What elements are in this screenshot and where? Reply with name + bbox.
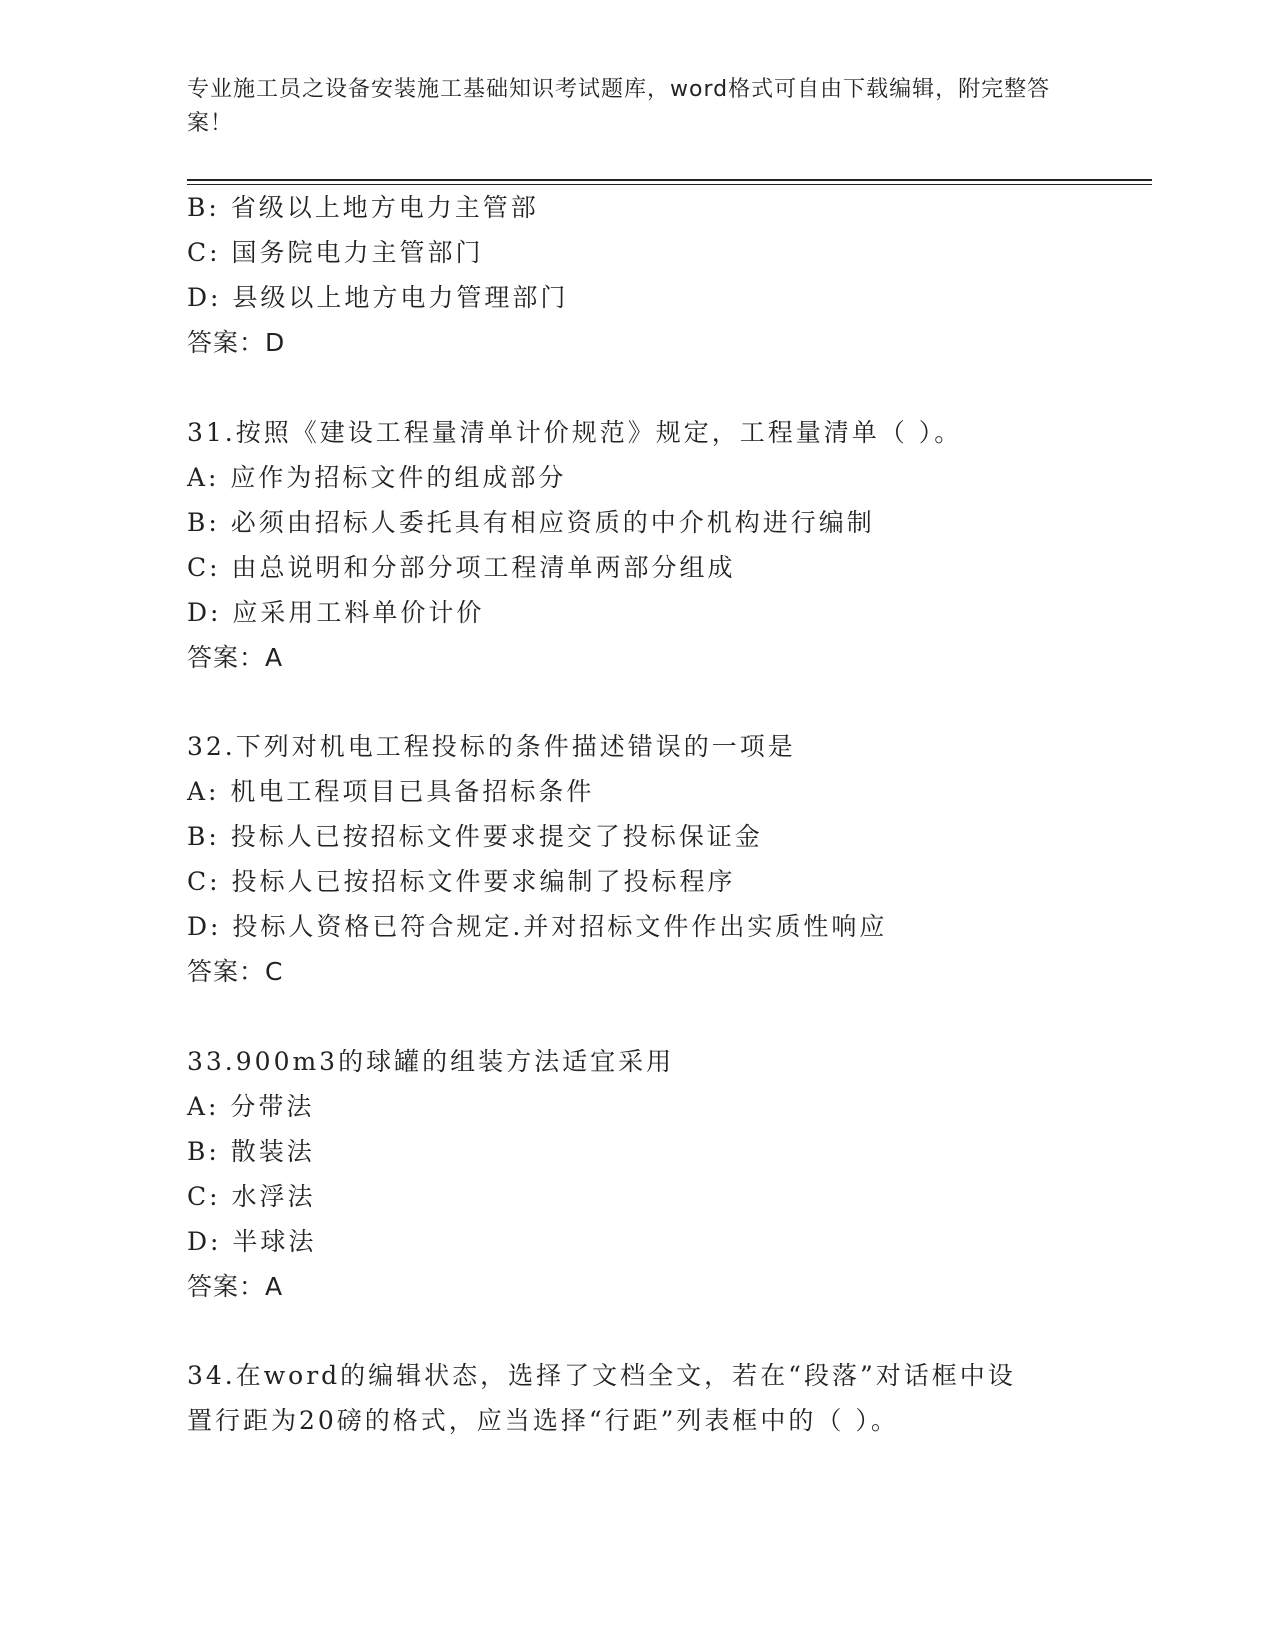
q31-option-d: D: 应采用工料单价计价 bbox=[187, 598, 485, 627]
option-d: D: 县级以上地方电力管理部门 bbox=[187, 283, 569, 312]
q32-option-c: C: 投标人已按招标文件要求编制了投标程序 bbox=[187, 867, 736, 896]
q32-option-a: A: 机电工程项目已具备招标条件 bbox=[187, 777, 595, 806]
q31-option-c: C: 由总说明和分部分项工程清单两部分组成 bbox=[187, 553, 736, 582]
header-rule-thin bbox=[187, 184, 1152, 185]
answer-line: 答案：D bbox=[187, 328, 286, 357]
question-32: 32.下列对机电工程投标的条件描述错误的一项是 bbox=[187, 732, 796, 761]
q33-option-c: C: 水浮法 bbox=[187, 1182, 316, 1211]
q33-option-d: D: 半球法 bbox=[187, 1227, 317, 1256]
q33-option-b: B: 散装法 bbox=[187, 1137, 315, 1166]
question-31: 31.按照《建设工程量清单计价规范》规定，工程量清单（ ）。 bbox=[187, 418, 963, 447]
q32-option-d: D: 投标人资格已符合规定.并对招标文件作出实质性响应 bbox=[187, 912, 888, 941]
option-b: B: 省级以上地方电力主管部 bbox=[187, 193, 539, 222]
q32-option-b: B: 投标人已按招标文件要求提交了投标保证金 bbox=[187, 822, 763, 851]
question-34-line-1: 34.在word的编辑状态，选择了文档全文，若在“段落”对话框中设 bbox=[187, 1361, 1016, 1390]
q33-option-a: A: 分带法 bbox=[187, 1092, 315, 1121]
header-rule-thick bbox=[187, 179, 1152, 181]
q31-answer: 答案：A bbox=[187, 643, 284, 672]
q33-answer: 答案：A bbox=[187, 1272, 284, 1301]
question-34-line-2: 置行距为20磅的格式，应当选择“行距”列表框中的（ ）。 bbox=[187, 1406, 899, 1435]
q32-answer: 答案：C bbox=[187, 957, 284, 986]
q31-option-b: B: 必须由招标人委托具有相应资质的中介机构进行编制 bbox=[187, 508, 875, 537]
document-header: 专业施工员之设备安装施工基础知识考试题库，word格式可自由下载编辑，附完整答案！ bbox=[187, 77, 1051, 136]
option-c: C: 国务院电力主管部门 bbox=[187, 238, 484, 267]
q31-option-a: A: 应作为招标文件的组成部分 bbox=[187, 463, 567, 492]
question-33: 33.900m3的球罐的组装方法适宜采用 bbox=[187, 1047, 675, 1076]
